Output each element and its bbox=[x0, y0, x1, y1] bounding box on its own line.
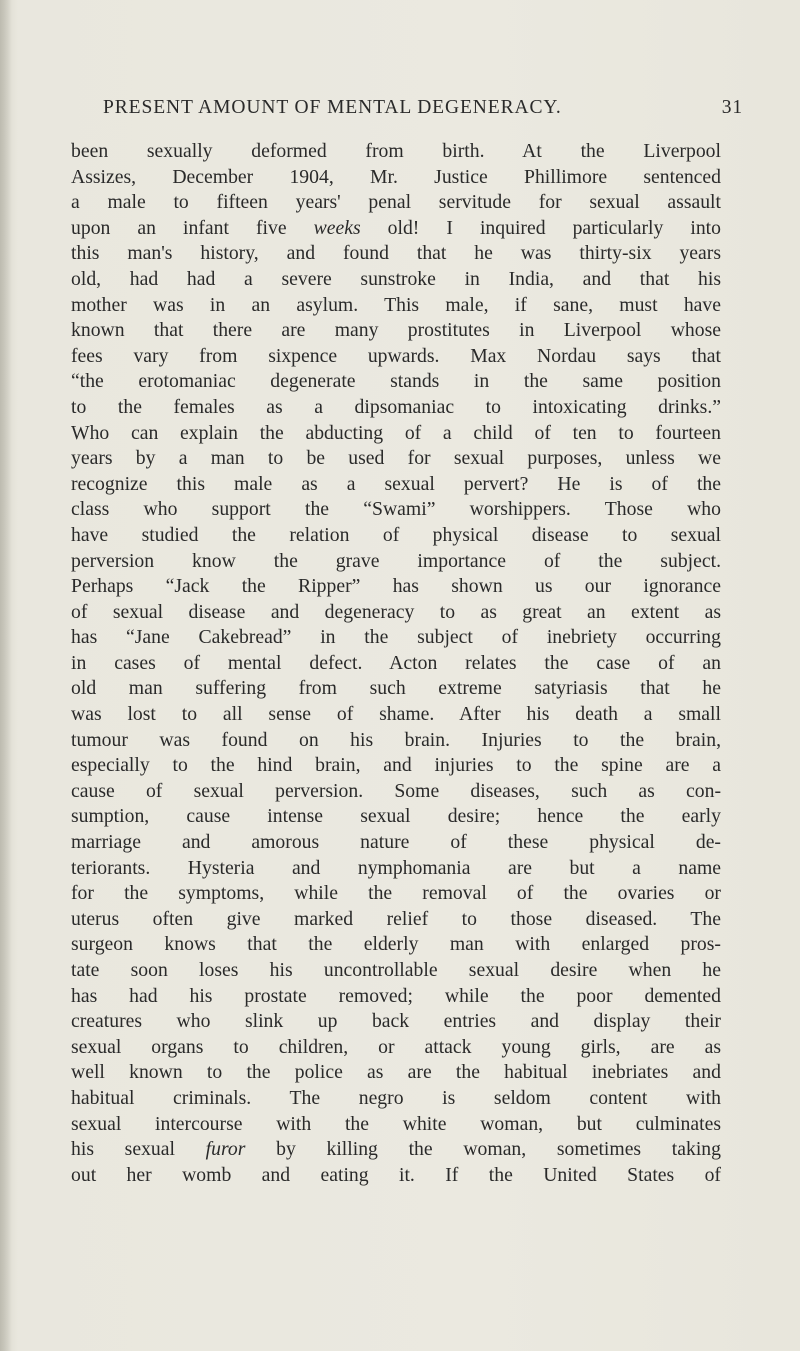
text-line: was lost to all sense of shame. After his death a small bbox=[71, 703, 721, 726]
text-line: tate soon loses his uncontrollable sexual desire when he bbox=[71, 959, 721, 981]
text-line: out her womb and eating it. If the United States of bbox=[71, 1163, 721, 1186]
italic-word: furor bbox=[205, 1138, 246, 1161]
text-segment: his sexual bbox=[71, 1138, 206, 1161]
text-line: old man suffering from such extreme satyriasis that he bbox=[71, 677, 721, 700]
text-line: marriage and amorous nature of these physical de- bbox=[71, 831, 721, 854]
text-line: Who can explain the abducting of a child of ten to fourteen bbox=[71, 421, 721, 444]
text-line: for the symptoms, while the removal of the ovaries or bbox=[71, 882, 721, 905]
text-line: tumour was found on his brain. Injuries to the brain, bbox=[71, 728, 721, 751]
text-line: cause of sexual perversion. Some diseases, such as con- bbox=[71, 779, 721, 802]
body-paragraph bbox=[71, 139, 721, 1188]
text-line bbox=[71, 216, 721, 242]
text-line bbox=[71, 1137, 721, 1163]
text-line: surgeon knows that the elderly man with enlarged pros- bbox=[71, 933, 721, 956]
text-line: sexual organs to children, or attack young girls, are as bbox=[71, 1035, 721, 1058]
text-line: of sexual disease and degeneracy to as great an extent as bbox=[71, 600, 721, 623]
text-line: a male to fifteen years' penal servitude for sexual assault bbox=[71, 191, 721, 214]
text-line: old, had had a severe sunstroke in India, and that his bbox=[71, 267, 721, 290]
running-title: PRESENT AMOUNT OF MENTAL DEGENERACY. bbox=[103, 97, 562, 118]
running-header bbox=[103, 97, 743, 127]
text-line: Perhaps “Jack the Ripper” has shown us our ignorance bbox=[71, 575, 721, 598]
text-line: to the females as a dipsomaniac to intoxicating drinks.” bbox=[71, 395, 721, 418]
italic-word: weeks bbox=[313, 216, 361, 239]
text-line: have studied the relation of physical disease to sexual bbox=[71, 523, 721, 546]
text-line: has had his prostate removed; while the poor demented bbox=[71, 984, 721, 1007]
text-line: in cases of mental defect. Acton relates the case of an bbox=[71, 651, 721, 674]
text-line: known that there are many prostitutes in Liverpool whose bbox=[71, 319, 721, 342]
text-line: uterus often give marked relief to those diseased. The bbox=[71, 907, 721, 930]
text-line: teriorants. Hysteria and nymphomania are but a name bbox=[71, 856, 721, 879]
text-line: habitual criminals. The negro is seldom content with bbox=[71, 1086, 721, 1109]
text-line: perversion know the grave importance of the subject. bbox=[71, 549, 721, 572]
text-line: been sexually deformed from birth. At the Liverpool bbox=[71, 140, 721, 162]
text-line: sumption, cause intense sexual desire; hence the early bbox=[71, 805, 721, 828]
text-line: has “Jane Cakebread” in the subject of inebriety occurring bbox=[71, 626, 721, 649]
text-line: “the erotomaniac degenerate stands in the same position bbox=[71, 370, 721, 393]
text-segment: upon an infant five bbox=[71, 216, 314, 239]
text-line: creatures who slink up back entries and display their bbox=[71, 1010, 721, 1033]
text-line: especially to the hind brain, and injuries to the spine are a bbox=[71, 754, 721, 777]
text-segment: old! I inquired particularly into bbox=[360, 216, 721, 239]
text-line: class who support the “Swami” worshippers. Those who bbox=[71, 498, 721, 521]
text-line: fees vary from sixpence upwards. Max Nordau says that bbox=[71, 344, 721, 367]
text-line: well known to the police as are the habitual inebriates and bbox=[71, 1061, 721, 1084]
text-line: recognize this male as a sexual pervert? He is of the bbox=[71, 472, 721, 495]
text-line: this man's history, and found that he was thirty-six years bbox=[71, 242, 721, 265]
page-number: 31 bbox=[721, 97, 743, 118]
text-line: mother was in an asylum. This male, if sane, must have bbox=[71, 293, 721, 316]
text-line: Assizes, December 1904, Mr. Justice Phillimore sentenced bbox=[71, 165, 721, 188]
text-line: years by a man to be used for sexual purposes, unless we bbox=[71, 447, 721, 470]
page-gutter-shadow bbox=[0, 0, 12, 1351]
text-line: sexual intercourse with the white woman, but culminates bbox=[71, 1112, 721, 1135]
text-segment: by killing the woman, sometimes taking bbox=[245, 1138, 721, 1161]
